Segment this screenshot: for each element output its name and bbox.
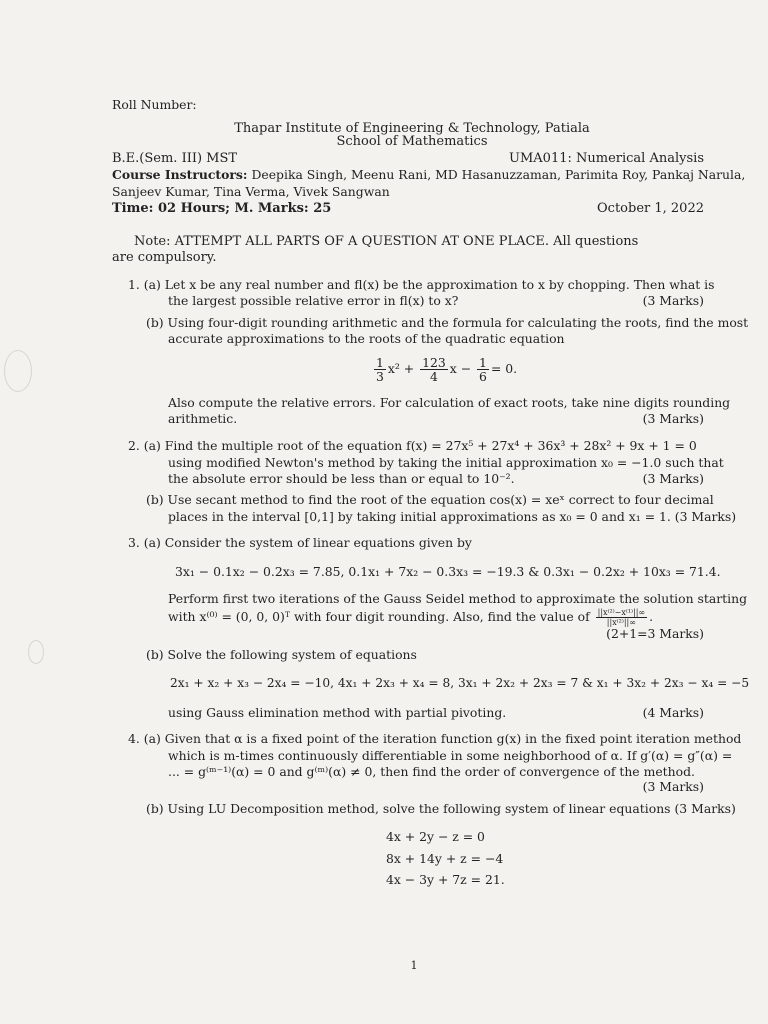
q3b-line-2: using Gauss elimination method with partial pivoting.	[168, 705, 507, 720]
lu-eq-1: 4x + 2y − z = 0	[386, 829, 485, 844]
note-text: ATTEMPT ALL PARTS OF A QUESTION AT ONE PLACE. All questions	[174, 234, 639, 249]
q2a-marks: (3 Marks)	[642, 471, 704, 486]
page-number: 1	[410, 959, 418, 972]
q3b-marks: (4 Marks)	[642, 705, 704, 720]
q3b-equation: 2x₁ + x₂ + x₃ − 2x₄ = −10, 4x₁ + 2x₃ + x₄ = 8, 3x₁ + 2x₂ + 2x₃ = 7 & x₁ + 3x₂ + 2x₃ − x₄ = −5	[170, 676, 750, 690]
frac-num: ||x⁽²⁾−x⁽¹⁾||∞	[597, 608, 646, 617]
q2b-line-1: (b) Use secant method to find the root of the equation cos(x) = xeˣ correct to four decimal	[146, 492, 714, 507]
q3a-equation: 3x₁ − 0.1x₂ − 0.2x₃ = 7.85, 0.1x₁ + 7x₂ − 0.3x₃ = −19.3 & 0.3x₁ − 0.2x₂ + 10x₃ = 71.4.	[175, 564, 721, 579]
school-name: School of Mathematics	[336, 134, 488, 149]
scan-mark	[4, 350, 32, 392]
q4a-line-2: which is m-times continuously differentiable in some neighborhood of α. If g′(α) = g″(α) =	[168, 748, 733, 763]
frac-num: 123	[422, 355, 446, 370]
note-line-2: are compulsory.	[112, 250, 217, 265]
q4a-line-3: ... = g⁽ᵐ⁻¹⁾(α) = 0 and g⁽ᵐ⁾(α) ≠ 0, then find the order of convergence of the method.	[168, 764, 695, 779]
instructors-line-2: Sanjeev Kumar, Tina Verma, Vivek Sangwan	[112, 184, 390, 199]
frac-num: 1	[479, 355, 487, 370]
time-marks: Time: 02 Hours; M. Marks: 25	[112, 201, 332, 216]
frac-num: 1	[376, 355, 384, 370]
q3a-marks: (2+1=3 Marks)	[606, 626, 704, 641]
q3a-line-2: Perform first two iterations of the Gauss Seidel method to approximate the solution starting	[168, 591, 748, 606]
q1b-line-2: accurate approximations to the roots of the quadratic equation	[168, 331, 565, 346]
frac-den: ||x⁽²⁾||∞	[606, 618, 636, 627]
frac-den: 3	[376, 369, 384, 384]
lu-eq-3: 4x − 3y + 7z = 21.	[386, 872, 505, 887]
q3a-line-3: with x⁽⁰⁾ = (0, 0, 0)ᵀ with four digit rounding. Also, find the value of $\frac{\text{||x⁽²⁾−x⁽¹⁾||∞}}{\text{||x⁽²⁾||∞}}$ .	[168, 608, 654, 627]
q1b-marks: (3 Marks)	[642, 411, 704, 426]
q4b-line-1: (b) Using LU Decomposition method, solve the following system of linear equations (3 Marks)	[146, 801, 736, 816]
scan-mark	[28, 640, 44, 664]
lu-eq-2: 8x + 14y + z = −4	[386, 851, 504, 866]
q1a-line-1: 1. (a) Let x be any real number and fl(x) be the approximation to x by chopping. Then what is	[128, 277, 715, 292]
eq-part: = 0.	[490, 361, 518, 376]
q1a-marks: (3 Marks)	[642, 293, 704, 308]
frac-den: 6	[479, 369, 487, 384]
exam-name: B.E.(Sem. III) MST	[112, 151, 238, 166]
instructors-names: Deepika Singh, Meenu Rani, MD Hasanuzzaman, Parimita Roy, Pankaj Narula,	[251, 167, 746, 182]
q3b-line-1: (b) Solve the following system of equations	[146, 647, 417, 662]
instructors-label: Course Instructors:	[112, 167, 248, 182]
q2a-line-2: using modified Newton's method by taking the initial approximation x₀ = −1.0 such that	[168, 455, 724, 470]
roll-number-label: Roll Number:	[112, 97, 197, 112]
q2a-line-3: the absolute error should be less than or equal to 10⁻².	[168, 471, 515, 486]
q3a-text: with x⁽⁰⁾ = (0, 0, 0)ᵀ with four digit rounding. Also, find the value of	[168, 609, 590, 624]
q1b-line-4: arithmetic.	[168, 411, 238, 426]
q1a-line-2: the largest possible relative error in fl(x) to x?	[168, 293, 459, 308]
q1b-line-3: Also compute the relative errors. For calculation of exact roots, take nine digits rounding	[168, 395, 731, 410]
institute-name: Thapar Institute of Engineering & Technology, Patiala	[234, 121, 590, 136]
q3a-line-1: 3. (a) Consider the system of linear equations given by	[128, 535, 472, 550]
instructors-line-1	[112, 167, 745, 182]
note-line-1	[134, 234, 638, 249]
eq-part: x² +	[387, 361, 415, 376]
course-code: UMA011: Numerical Analysis	[509, 151, 704, 166]
q1b-line-1: (b) Using four-digit rounding arithmetic and the formula for calculating the roots, find the most	[146, 315, 749, 330]
quadratic-equation	[372, 356, 517, 383]
note-label: Note:	[134, 234, 171, 249]
eq-part: x −	[449, 361, 472, 376]
frac-den: 4	[430, 369, 438, 384]
q4a-line-1: 4. (a) Given that α is a fixed point of the iteration function g(x) in the fixed point iteration method	[128, 731, 742, 746]
q2b-line-2: places in the interval [0,1] by taking initial approximations as x₀ = 0 and x₁ = 1. (3 Marks)	[168, 509, 737, 524]
exam-date: October 1, 2022	[597, 201, 704, 216]
q4a-marks: (3 Marks)	[642, 779, 704, 794]
q2a-line-1: 2. (a) Find the multiple root of the equation f(x) = 27x⁵ + 27x⁴ + 36x³ + 28x² + 9x + 1 = 0	[128, 438, 697, 453]
